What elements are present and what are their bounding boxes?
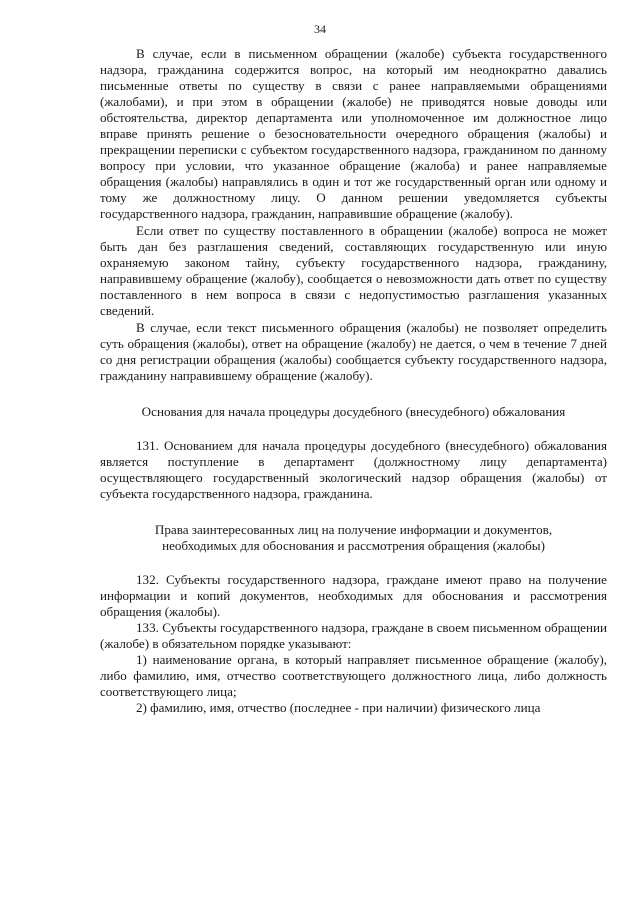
section-heading-grounds: Основания для начала процедуры досудебного (внесудебного) обжалования — [141, 404, 566, 419]
paragraph-secret-information: Если ответ по существу поставленного в обращении (жалобе) вопроса не может быть дан без разглашения сведений, составляющих государственную или иную охраняемую законом тайну, субъекту государственного надзора, гражданину, направившему обращение (жалобу), сообщается о невозможности дать ответ по существу поставленного в нем вопроса в связи с недопустимостью разглашения указанных сведений. — [100, 223, 607, 318]
paragraph-132: 132. Субъекты государственного надзора, граждане имеют право на получение информации и копий документов, необходимых для обоснования и рассмотрения обращения (жалобы). — [100, 572, 607, 619]
section-heading-rights: Права заинтересованных лиц на получение информации и документов, необходимых для обоснования и рассмотрения обращения (жалобы) — [154, 522, 553, 553]
paragraph-131: 131. Основанием для начала процедуры досудебного (внесудебного) обжалования является поступление в департамент (должностному лицу департамента) осуществляющего государственный экологический надзор обращения (жалобы) от субъекта государственного надзора, гражданина. — [100, 438, 607, 501]
list-item-1: 1) наименование органа, в который направляет письменное обращение (жалобу), либо фамилию, имя, отчество соответствующего должностного лица, либо должность соответствующего лица; — [100, 652, 607, 699]
paragraph-repeated-appeal: В случае, если в письменном обращении (жалобе) субъекта государственного надзора, гражданина содержится вопрос, на который им неоднократно давались письменные ответы по существу в связи с ранее направляемыми обращениями (жалобами), и при этом в обращении (жалобе) не приводятся новые доводы или обстоятельства, директор департамента или уполномоченное им должностное лицо вправе принять решение о безосновательности очередного обращения (жалобы) и прекращении переписки с субъектом государственного надзора, гражданином по данному вопросу при условии, что указанное обращение (жалоба) и ранее направляемые обращения (жалобы) направлялись в один и тот же государственный орган или одному и тому же должностному лицу. О данном решении уведомляется субъекты государственного надзора, гражданин, направившие обращение (жалобу). — [100, 46, 607, 221]
document-body — [100, 46, 607, 716]
paragraph-133: 133. Субъекты государственного надзора, граждане в своем письменном обращении (жалобе) в обязательном порядке указывают: — [100, 620, 607, 651]
paragraph-unreadable-text: В случае, если текст письменного обращения (жалобы) не позволяет определить суть обращения (жалобы), ответ на обращение (жалобу) не дается, о чем в течение 7 дней со дня регистрации обращения (жалобы) сообщается субъекту государственного надзора, гражданину направившему обращение (жалобу). — [100, 320, 607, 383]
list-item-2: 2) фамилию, имя, отчество (последнее - при наличии) физического лица — [136, 700, 541, 715]
page-number: 34 — [314, 22, 326, 36]
